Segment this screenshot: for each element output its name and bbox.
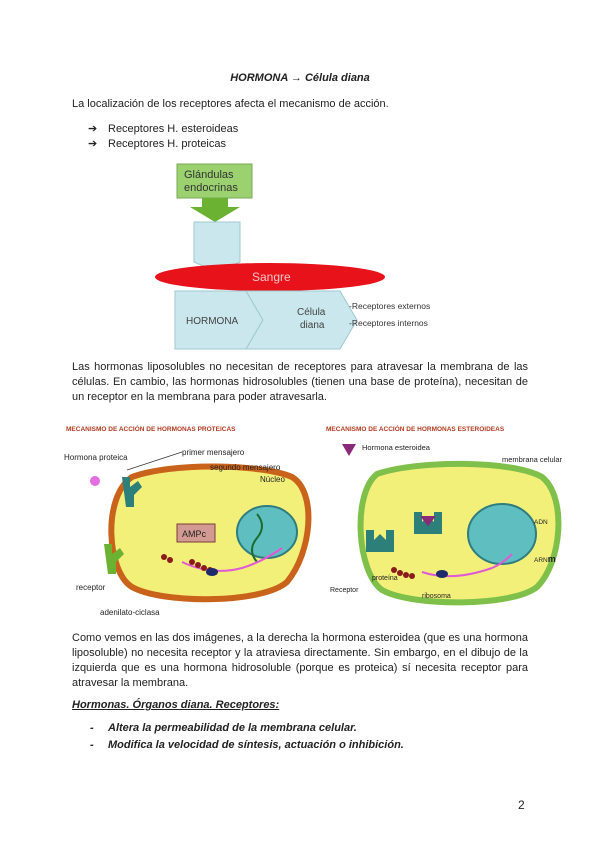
paragraph-1: Las hormonas liposolubles no necesitan de receptores para atravesar la membrana de las células. En cambio, las hormonas hidrosolubles (tienen una base de proteína), necesitan de un receptor en la membrana para poder atravesarla. — [72, 361, 528, 403]
receptor-label: receptor — [76, 583, 106, 592]
list-item: - Modifica la velocidad de síntesis, actuación o inhibición. — [90, 739, 404, 751]
hormone-flow-diagram — [150, 160, 450, 350]
hormona-triangle-icon — [342, 444, 356, 456]
list-item: - Altera la permeabilidad de la membrana celular. — [90, 722, 357, 734]
nucleus — [237, 506, 297, 558]
paragraph-2: Como vemos en las dos imágenes, a la derecha la hormona esteroidea (que es una hormona liposoluble) no necesita receptor y la atraviesa directamente. Sin embargo, en el dibujo de la izquierda que es una hormona hidrosoluble (porque es proteica) sí necesita receptor para atravesar la membrana. — [72, 632, 528, 689]
arn-label: ARNm — [534, 554, 556, 564]
sangre-label: Sangre — [252, 270, 291, 284]
ribosoma-label: ribosoma — [422, 593, 451, 600]
down-arrow-green-icon — [190, 198, 240, 222]
ampc-label: AMPc — [182, 529, 207, 539]
adenilato-label: adenilato-ciclasa — [100, 608, 160, 617]
arrow-right-icon: ➔ — [88, 123, 98, 135]
rec-ext-label: -Receptores externos — [349, 301, 431, 311]
proteic-mechanism-figure — [62, 422, 318, 622]
page-title: HORMONA → Célula diana — [230, 72, 370, 84]
bullet-item: ➔ Receptores H. esteroideas — [88, 123, 239, 135]
primer-mensajero-label: primer mensajero — [182, 448, 245, 457]
intro-text: La localización de los receptores afecta el mecanismo de acción. — [72, 98, 389, 110]
rec-int-label: -Receptores internos — [349, 318, 428, 328]
fig-right-title: MECANISMO DE ACCIÓN DE HORMONAS ESTEROIDEAS — [326, 426, 505, 433]
hormona-label: HORMONA — [186, 316, 239, 327]
adn-label: ADN — [534, 519, 548, 526]
steroid-mechanism-figure — [322, 422, 568, 622]
glandulas-label-2: endocrinas — [184, 182, 238, 194]
receptor-label: Receptor — [330, 587, 359, 594]
fig-left-title: MECANISMO DE ACCIÓN DE HORMONAS PROTEICAS — [66, 426, 236, 433]
page-number: 2 — [518, 798, 525, 812]
nucleus — [468, 504, 536, 564]
glandulas-label-1: Glándulas — [184, 169, 234, 181]
membrana-label: membrana celular — [502, 455, 563, 464]
hormona-esteroidea-label: Hormona esteroidea — [362, 443, 430, 452]
section-title: Hormonas. Órganos diana. Receptores: — [72, 699, 280, 711]
segundo-mensajero-label: segundo mensajero — [210, 463, 281, 472]
arrow-right-icon: ➔ — [88, 138, 98, 150]
bullet-item: ➔ Receptores H. proteicas — [88, 138, 226, 150]
celula-label-2: diana — [300, 320, 325, 331]
nucleo-label: Núcleo — [260, 475, 285, 484]
hormona-dot — [90, 476, 100, 486]
proteina-label: proteína — [372, 575, 398, 582]
hormona-proteica-label: Hormona proteica — [64, 453, 128, 462]
celula-label-1: Célula — [297, 307, 326, 318]
